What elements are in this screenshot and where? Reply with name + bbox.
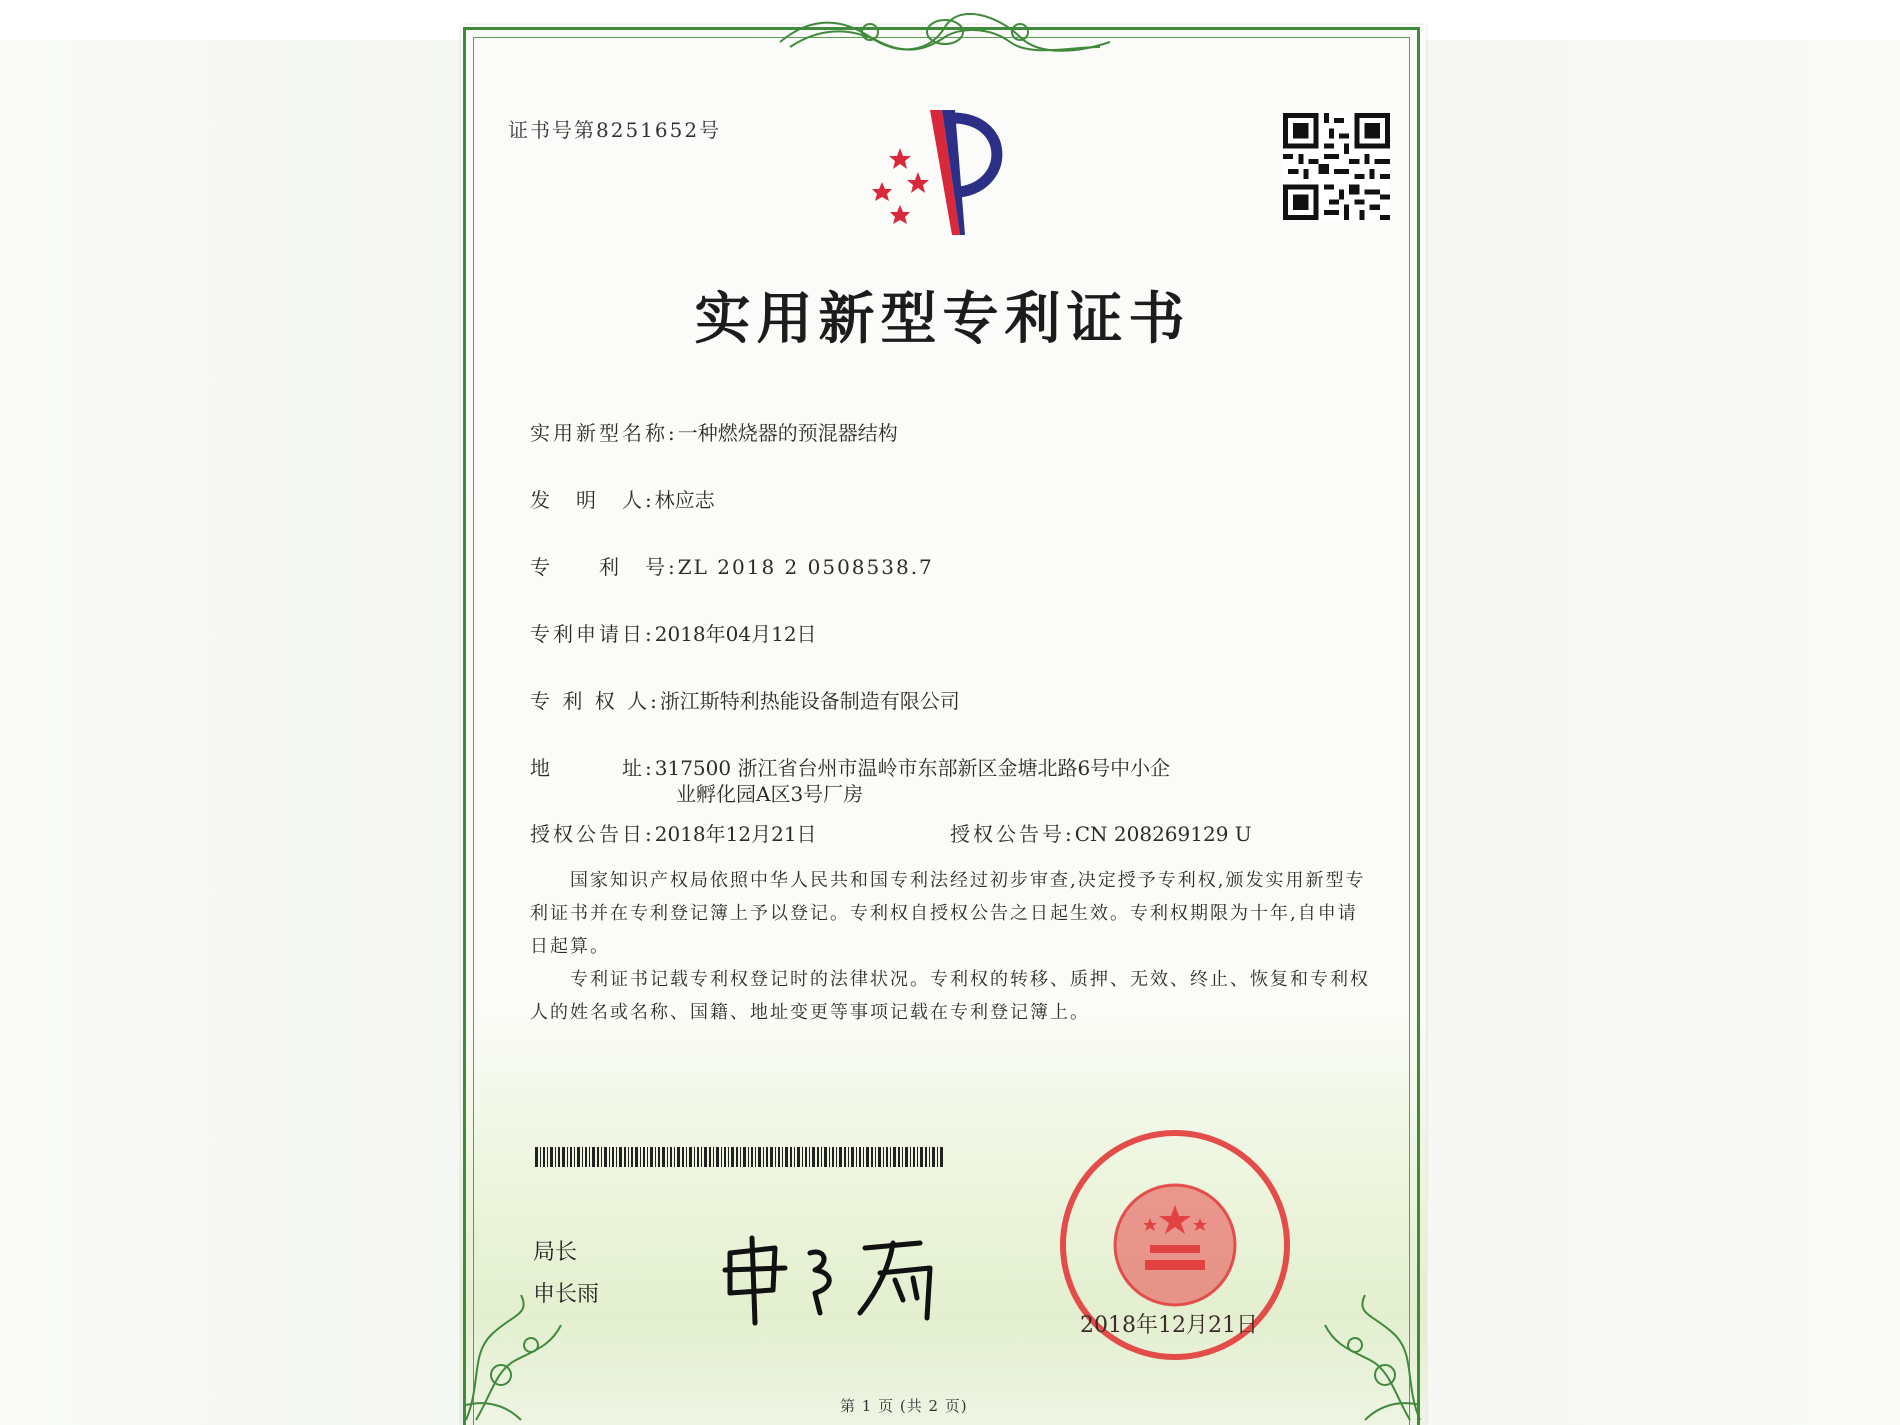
field-label: 授权公告号: (950, 822, 1075, 846)
barcode-icon (535, 1147, 945, 1167)
director-name: 申长雨 (533, 1282, 600, 1307)
seal-date: 2018年12月21日 (1080, 1313, 1258, 1338)
field-utility-model-name (530, 417, 898, 446)
field-value: 浙江斯特利热能设备制造有限公司 (659, 689, 960, 713)
legal-paragraph-2: 专利证书记载专利权登记时的法律状况。专利权的转移、质押、无效、终止、恢复和专利权人的姓名或名称、国籍、地址变更等事项记载在专利登记簿上。 (530, 969, 1370, 1023)
field-label: 地 址: (530, 756, 655, 780)
field-label: 专 利 权 人: (530, 689, 660, 713)
certificate-number: 证书号第8251652号 (508, 118, 722, 142)
field-value: 317500 浙江省台州市温岭市东部新区金塘北路6号中小企 (654, 756, 1171, 780)
field-value: 一种燃烧器的预混器结构 (677, 421, 898, 445)
top-ornament-icon (770, 12, 1120, 52)
field-label: 发 明 人: (530, 488, 655, 512)
field-inventor (530, 484, 715, 513)
page-number: 第 1 页 (共 2 页) (840, 1397, 968, 1415)
field-label: 授权公告日: (530, 822, 655, 846)
field-label: 专 利 号: (530, 555, 678, 579)
field-value: 2018年12月21日 (654, 822, 817, 846)
field-filing-date (530, 618, 817, 647)
field-grant-number (950, 818, 1252, 847)
field-patent-number (530, 551, 934, 580)
field-value: CN 208269129 U (1074, 822, 1252, 846)
field-value: ZL 2018 2 0508538.7 (677, 555, 934, 579)
field-address-line2: 业孵化园A区3号厂房 (676, 782, 864, 806)
patent-office-logo-icon (860, 100, 1030, 240)
certificate-title: 实用新型专利证书 (694, 286, 1191, 352)
field-label: 实用新型名称: (530, 421, 678, 445)
signature-icon (715, 1218, 955, 1328)
field-value: 2018年04月12日 (654, 622, 817, 646)
field-patentee (530, 685, 960, 714)
field-grant-date (530, 818, 817, 847)
field-address (530, 752, 1170, 781)
director-title: 局长 (533, 1240, 578, 1265)
corner-ornament-icon (1305, 1275, 1425, 1425)
field-value: 林应志 (654, 488, 715, 512)
field-label: 专利申请日: (530, 622, 655, 646)
qr-code-icon (1283, 113, 1390, 220)
legal-paragraph-1: 国家知识产权局依照中华人民共和国专利法经过初步审查,决定授予专利权,颁发实用新型专利证书并在专利登记簿上予以登记。专利权自授权公告之日起生效。专利权期限为十年,自申请日起算。 (530, 870, 1366, 957)
